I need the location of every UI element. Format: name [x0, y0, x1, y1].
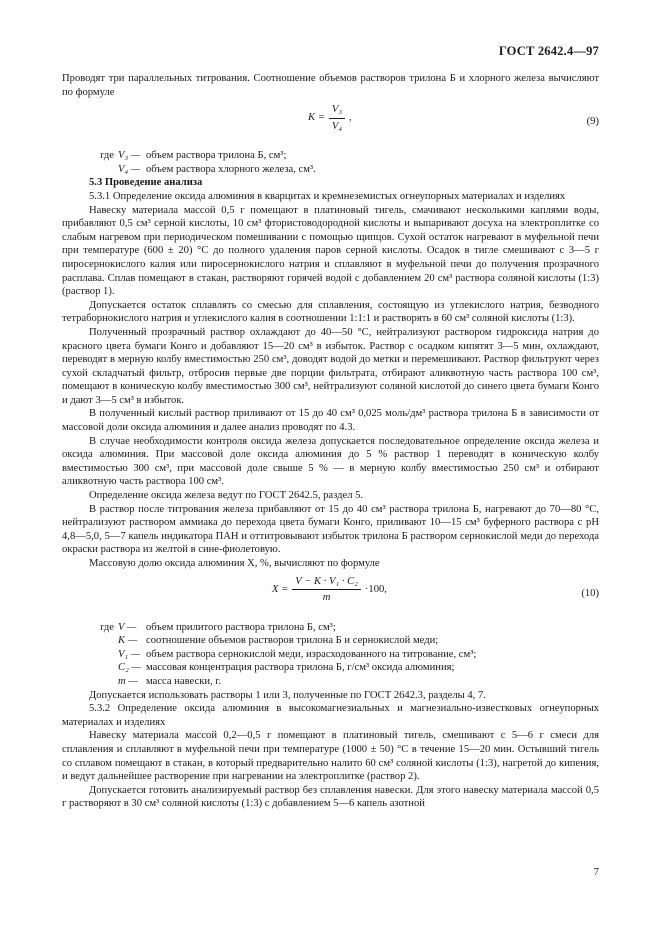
formula-9	[62, 103, 599, 143]
legend-10-definition: массовая концентрация раствора трилона Б, г/см³ оксида алюминия;	[146, 662, 455, 674]
legend-9	[62, 149, 599, 176]
formula-9-fraction	[329, 103, 345, 133]
paragraph: Навеску материала массой 0,5 г помещают в платиновый тигель, смачивают несколькими каплями воды, прибавляют 0,5 см³ серной кислоты, 10 см³ фтористоводородной кислоты и выпаривают досуха на электроплитке со слабым нагревом при периодическом помешивании с помощью щипцов. Сухой остаток нагревают в муфельной печи при температуре (600 ± 20) °С до полного удаления паров серной кислоты. Осадок в тигле смешивают с 3—5 г пиросернокислого калия или пиросернокислого натрия и сплавляют в муфельной печи до получения прозрачного расплава. Сплав помещают в стакан, растворяют горячей водой с добавлением 20 см³ раствора соляной кислоты (1:3) (раствор 1).	[62, 204, 599, 298]
paragraph: Допускается готовить анализируемый раствор без сплавления навески. Для этого навеску материала массой 0,5 г растворяют в 30 см³ соляной кислоты (1:3) с добавлением 5—6 капель азотной	[62, 784, 599, 810]
legend-9-symbol: V₄ —	[118, 163, 141, 175]
subsection-heading: 5.3.2 Определение оксида алюминия в высокомагнезиальных и магнезиально-известковых огнеупорных материалах и изделиях	[62, 703, 599, 728]
legend-10-symbol: K —	[118, 635, 138, 647]
legend-10-symbol: C₂ —	[118, 662, 141, 674]
formula-10-fraction	[292, 575, 361, 605]
paragraph: В полученный кислый раствор приливают от 15 до 40 см³ 0,025 моль/дм³ раствора трилона Б в зависимости от массовой доли оксида алюминия и далее анализ проводят по 4.3.	[62, 408, 599, 434]
subsection-heading: 5.3.1 Определение оксида алюминия в кварцитах и кремнеземистых огнеупорных материалах и изделиях	[89, 190, 566, 202]
paragraph: Допускается использовать растворы 1 или 3, полученные по ГОСТ 2642.3, разделы 4, 7.	[89, 689, 486, 701]
page-number: 7	[593, 866, 599, 878]
legend-10-symbol: m —	[118, 675, 138, 687]
legend-10-symbol: V₁ —	[118, 648, 141, 660]
paragraph: Определение оксида железа ведут по ГОСТ 2642.5, раздел 5.	[89, 490, 364, 502]
formula-10-numerator: V − K · V₁ · C₂	[292, 575, 361, 591]
legend-10-definition: соотношение объемов растворов трилона Б и сернокислой меди;	[146, 635, 439, 647]
legend-9-symbol: V₃ —	[118, 150, 141, 162]
legend-10-symbol: V —	[118, 621, 137, 633]
intro-paragraph: Проводят три параллельных титрования. Соотношение объемов растворов трилона Б и хлорного железа вычисляют по формуле	[62, 73, 599, 98]
formula-10-denominator: m	[322, 592, 331, 604]
legend-10-definition: объем прилитого раствора трилона Б, см³;	[146, 621, 336, 633]
formula-9-number: (9)	[586, 116, 599, 128]
legend-9-definition: объем раствора трилона Б, см³;	[146, 150, 287, 162]
standard-header: ГОСТ 2642.4—97	[498, 44, 599, 58]
formula-10-lhs: X =	[272, 583, 289, 595]
paragraph: Навеску материала массой 0,2—0,5 г помещают в платиновый тигель, смешивают с 5—6 г смеси для сплавления и сплавляют в муфельной печи при температуре (1000 ± 50) °С в течение 15—20 мин. Остывший тигель со сплавом помещают в стакан, в который предварительно налито 60 см³ соляной кислоты (1:3), нагретой до кипения, и ведут дальнейшее растворение при нагревании на электроплитке (раствор 2).	[62, 730, 599, 783]
legend-10-definition: масса навески, г.	[146, 675, 222, 687]
legend-9-definition: объем раствора хлорного железа, см³.	[146, 163, 316, 175]
paragraph: Массовую долю оксида алюминия X, %, вычисляют по формуле	[89, 558, 380, 569]
legend-10-definition: объем раствора сернокислой меди, израсходованного на титрование, см³;	[146, 648, 477, 660]
formula-10-tail: ·100,	[364, 583, 387, 595]
legend-9-where: где	[100, 150, 114, 162]
paragraph: Допускается остаток сплавлять со смесью для сплавления, состоящую из углекислого натрия, безводного тетраборнокислого натрия и углекислого калия в соотношении 1:1:1 и растворять в 60 см³ соляной кислоты (1:3).	[62, 299, 599, 325]
formula-10	[62, 575, 599, 615]
section-heading: 5.3 Проведение анализа	[89, 177, 203, 189]
paragraph: В случае необходимости контроля оксида железа допускается последовательное определение оксида железа и оксида алюминия. При массовой доле оксида алюминия до 5 % раствор 1 переводят в коническую колбу вместимостью 300 см³, при массовой доле свыше 5 % — в мерную колбу вместимостью 250 см³ и отбирают аликвотную часть раствора 100 см³.	[62, 435, 599, 488]
formula-9-numerator: V₃	[329, 103, 345, 119]
page-content	[62, 72, 599, 811]
paragraph: Полученный прозрачный раствор охлаждают до 40—50 °С, нейтрализуют раствором гидроксида натрия до красного цвета бумаги Конго и добавляют 15—20 см³ в избыток. Раствор с осадком кипятят 3—5 мин, охлаждают, переводят в мерную колбу вместимостью 250 см³, доводят водой до метки и перемешивают. Раствор фильтруют через сухой складчатый фильтр, отбросив первые две порции фильтрата, отбирают аликвотную часть раствора 100 см³, помещают в коническую колбу вместимостью 300 см³, нейтрализуют соляной кислотой до синего цвета бумаги Конго и дают 3—5 см³ в избыток.	[62, 326, 599, 406]
legend-10-where: где	[100, 621, 114, 633]
paragraph: В раствор после титрования железа прибавляют от 15 до 40 см³ раствора трилона Б, нагревают до 70—80 °С, нейтрализуют раствором аммиака до перехода цвета бумаги Конго, приливают 10—15 см³ буферного раствора с рН 4,8—5,0, 5—7 капель индикатора ПАН и оттитровывают избыток трилона Б раствором сернокислой меди до перехода окраски раствора из желтой в сине-фиолетовую.	[62, 503, 599, 556]
formula-9-tail: ,	[349, 112, 352, 124]
formula-9-lhs: K =	[308, 112, 325, 124]
formula-9-denominator: V₄	[331, 120, 343, 132]
legend-10	[62, 621, 599, 689]
formula-10-number: (10)	[581, 587, 599, 599]
